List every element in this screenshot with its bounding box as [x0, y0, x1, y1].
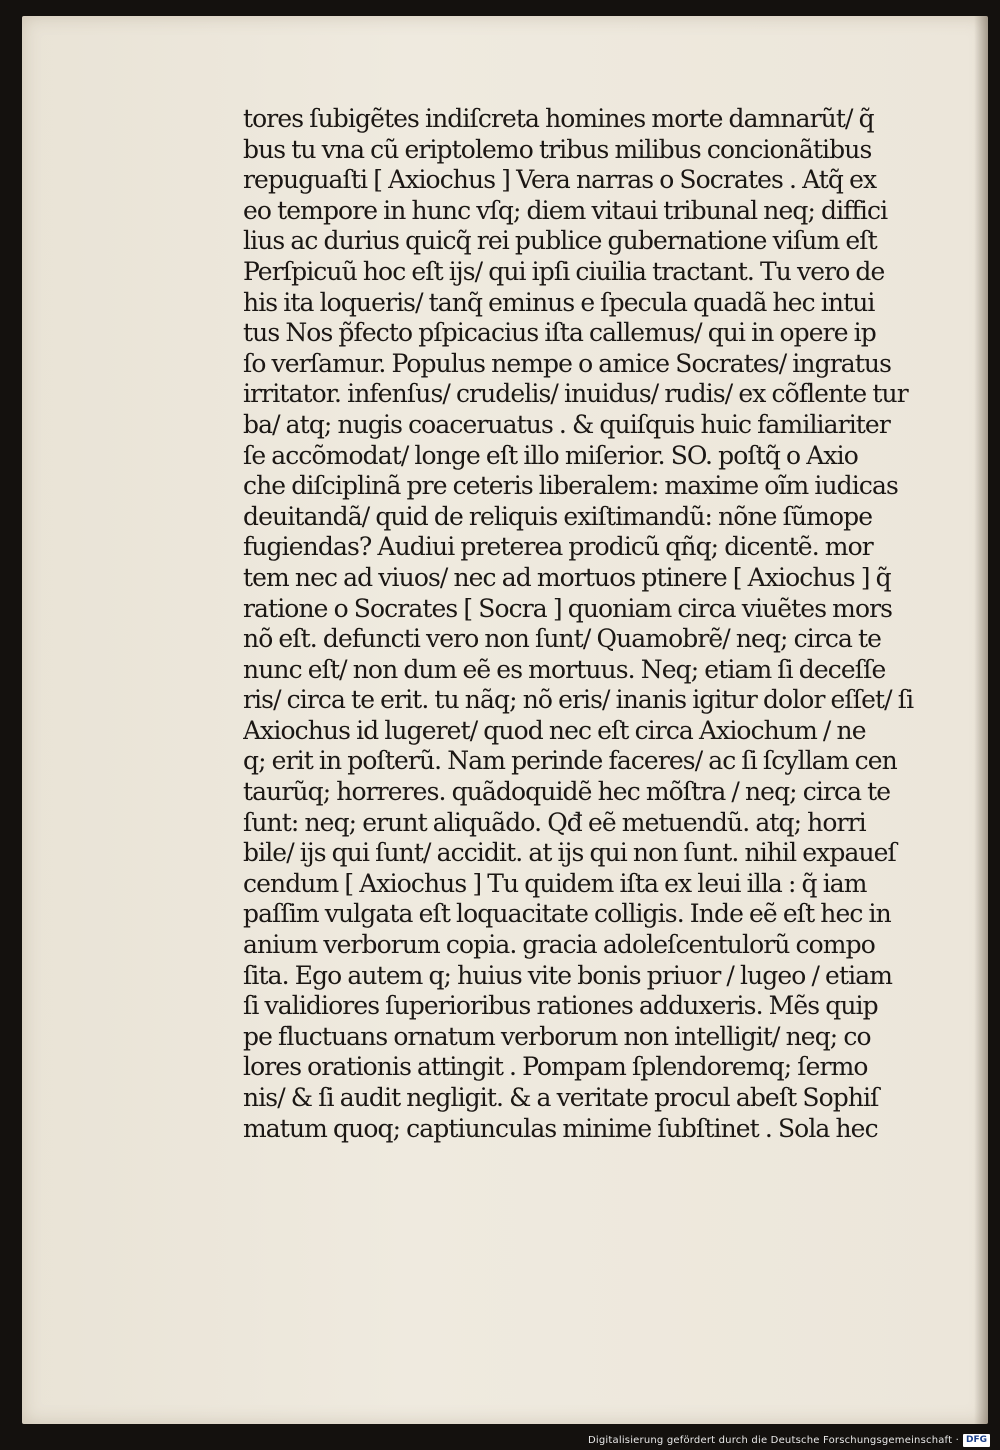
text-line: matum quoq; captiunculas minime ſubſtinet . Sola hec — [243, 1113, 878, 1143]
text-line: lores orationis attingit . Pompam ſplendoremq; ſermo — [243, 1052, 868, 1082]
text-line: ſo verſamur. Populus nempe o amice Socrates/ ingratus — [243, 348, 892, 378]
text-line: taurũq; horreres. quãdoquidẽ hec mõſtra / neq; circa te — [243, 777, 891, 807]
credit-text: Digitalisierung gefördert durch die Deutsche Forschungsgemeinschaft · — [587, 1434, 959, 1446]
text-line: pe fluctuans ornatum verborum non intelligit/ neq; co — [243, 1021, 871, 1051]
text-line: ſi validiores ſuperioribus rationes adduxeris. Mẽs quip — [243, 991, 878, 1021]
text-line: ſe accõmodat/ longe eſt illo miſerior. SO. poſtq̃ o Axio — [243, 440, 858, 470]
text-line: nis/ & ſi audit negligit. & a veritate procul abeſt Sophiſ — [243, 1083, 879, 1112]
text-line: Perſpicuũ hoc eſt ijs/ qui ipſi ciuilia tractant. Tu vero de — [243, 256, 885, 286]
text-line: repuguaſti [ Axiochus ] Vera narras o Socrates . Atq̃ ex — [243, 165, 877, 195]
text-line: lius ac durius quicq̃ rei publice gubernatione viſum eſt — [243, 226, 877, 256]
text-line: tem nec ad viuos/ nec ad mortuos ptinere [ Axiochus ] q̃ — [243, 562, 891, 592]
text-line: ſunt: neq; erunt aliquãdo. Qđ eẽ metuendũ. atq; horri — [243, 807, 866, 837]
text-line: Axiochus id lugeret/ quod nec eſt circa Axiochum / ne — [243, 715, 866, 745]
text-line: deuitandã/ quid de reliquis exiſtimandũ: nõne ſũmope — [243, 501, 873, 531]
text-line: che diſciplinã pre ceteris liberalem: maxime oĩm iudicas — [243, 471, 898, 501]
text-line: irritator. infenſus/ crudelis/ inuidus/ rudis/ ex cõflente tur — [243, 379, 908, 409]
text-line: ſita. Ego autem q; huius vite bonis priuor / lugeo / etiam — [243, 960, 893, 990]
dfg-logo-icon: DFG — [963, 1434, 990, 1447]
digitization-credit — [0, 1430, 1000, 1450]
page-text — [243, 104, 928, 1144]
text-line: ba/ atq; nugis coaceruatus . & quiſquis huic familiariter — [243, 409, 890, 439]
text-line: q; erit in poſterũ. Nam perinde faceres/ ac ſi ſcyllam cen — [243, 746, 897, 776]
text-line: tores ſubigẽtes indiſcreta homines morte damnarũt/ q̃ — [243, 104, 874, 133]
text-line: nõ eſt. defuncti vero non ſunt/ Quamobrẽ/ neq; circa te — [243, 624, 882, 654]
text-line: fugiendas? Audiui preterea prodicũ qñq; dicentẽ. mor — [243, 532, 873, 562]
text-line: anium verborum copia. gracia adoleſcentulorũ compo — [243, 930, 875, 960]
text-line: bile/ ijs qui ſunt/ accidit. at ijs qui non ſunt. nihil expaueſ — [243, 838, 896, 868]
text-line: tus Nos p̃fecto pſpicacius iſta callemus/ qui in opere ip — [243, 318, 876, 348]
text-line: eo tempore in hunc vſq; diem vitaui tribunal neq; diffici — [243, 195, 888, 225]
text-line: cendum [ Axiochus ] Tu quidem iſta ex leui illa : q̃ iam — [243, 868, 867, 898]
text-line: paſſim vulgata eſt loquacitate colligis. Inde eẽ eſt hec in — [243, 899, 891, 929]
text-line: bus tu vna cũ eriptolemo tribus milibus concionãtibus — [243, 134, 872, 164]
text-line: ratione o Socrates [ Socra ] quoniam circa viuẽtes mors — [243, 593, 893, 623]
text-line: ris/ circa te erit. tu nãq; nõ eris/ inanis igitur dolor eſſet/ ſi — [243, 685, 914, 715]
text-line: his ita loqueris/ tanq̃ eminus e ſpecula quadã hec intui — [243, 287, 875, 317]
text-line: nunc eſt/ non dum eẽ es mortuus. Neq; etiam ſi deceſſe — [243, 654, 886, 684]
book-page — [22, 16, 988, 1424]
